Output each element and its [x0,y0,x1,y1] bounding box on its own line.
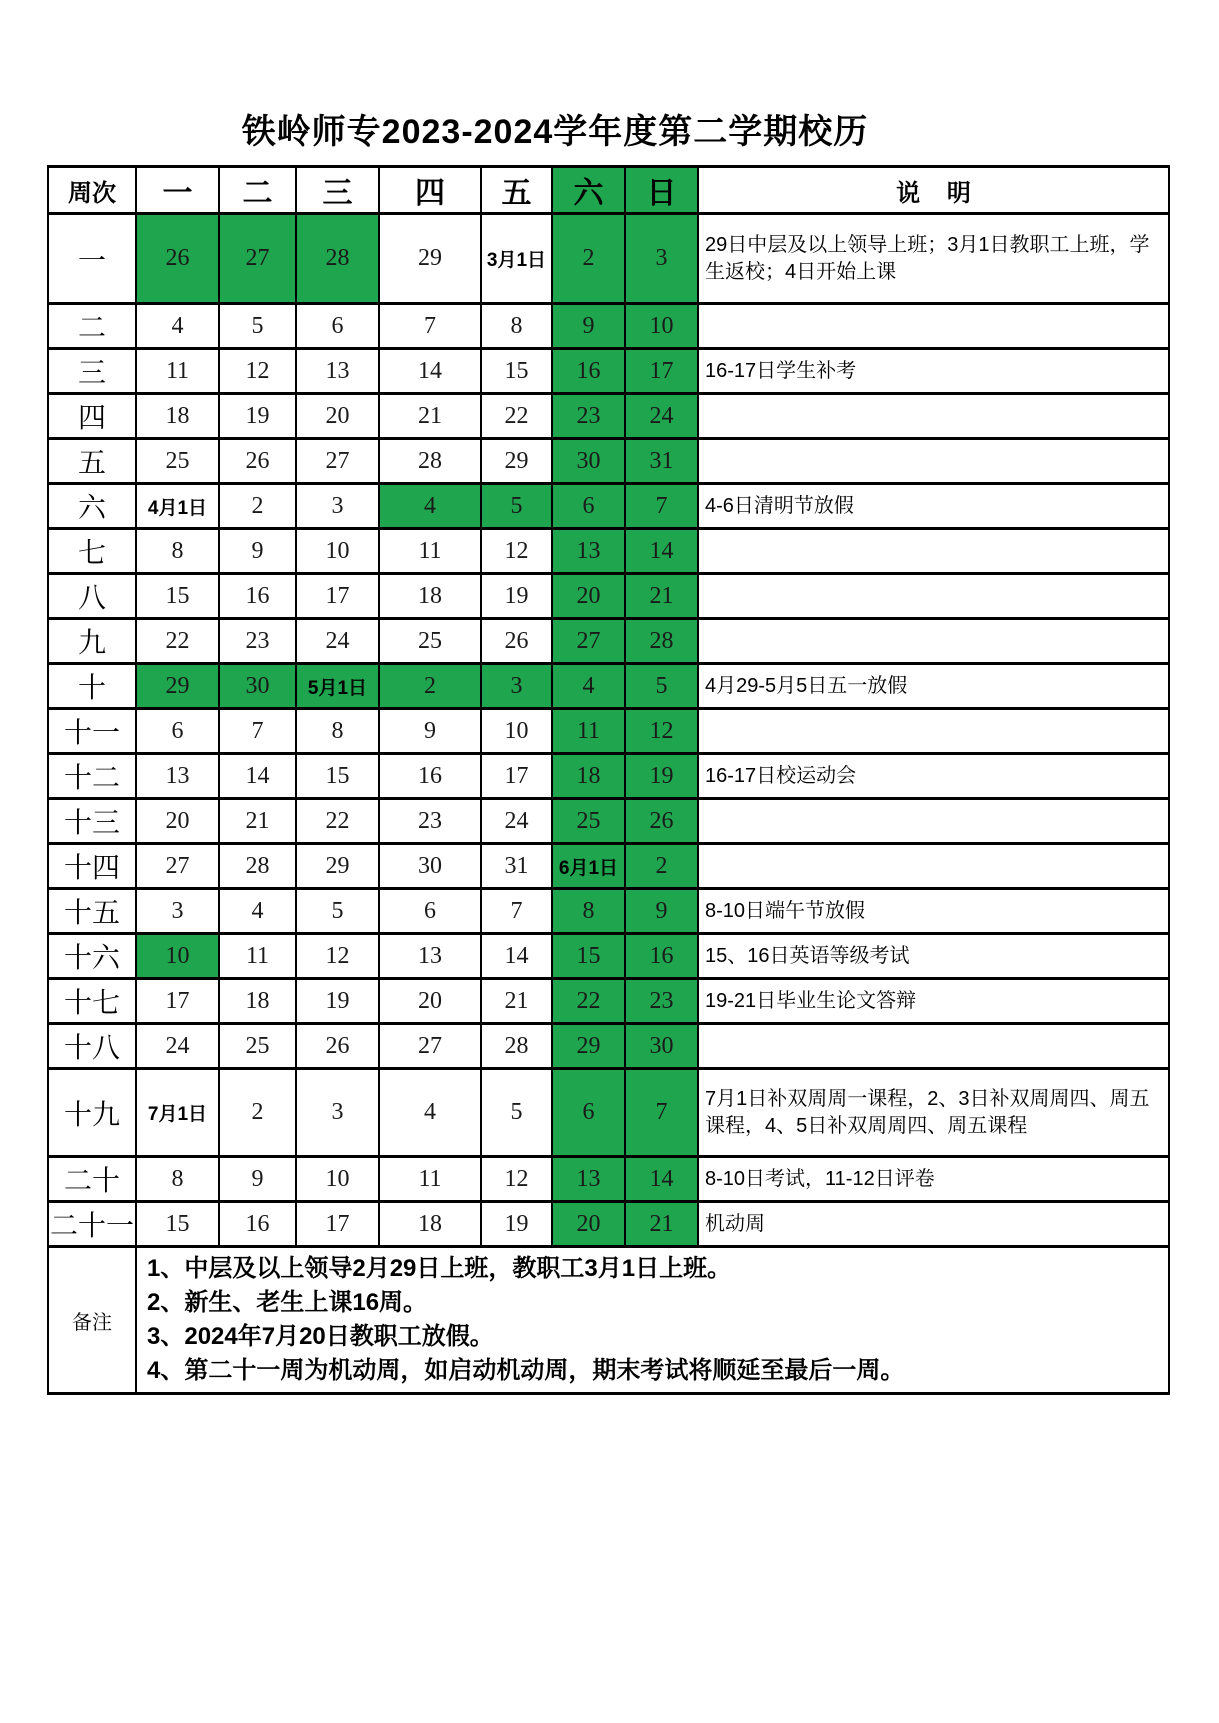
day-cell: 30 [379,844,481,889]
note-cell [698,799,1169,844]
day-cell: 9 [379,709,481,754]
day-cell: 2 [552,214,625,304]
day-cell: 22 [552,979,625,1024]
note-cell: 8-10日端午节放假 [698,889,1169,934]
note-cell: 16-17日学生补考 [698,349,1169,394]
day-cell: 19 [481,574,552,619]
calendar-body [48,214,1169,1247]
day-cell: 15 [481,349,552,394]
day-cell: 15 [136,574,219,619]
day-cell: 17 [296,1202,379,1247]
note-cell [698,709,1169,754]
day-cell: 11 [379,1157,481,1202]
week-row-12 [48,754,1169,799]
week-label: 十 [48,664,136,709]
day-cell: 8 [136,529,219,574]
remark-item-3: 3、2024年7月20日教职工放假。 [147,1323,494,1351]
day-cell: 16 [219,1202,296,1247]
week-label: 十二 [48,754,136,799]
day-cell: 3月1日 [481,214,552,304]
header-friday: 五 [481,167,552,214]
day-cell: 27 [552,619,625,664]
note-cell [698,394,1169,439]
day-cell: 2 [379,664,481,709]
header-thursday: 四 [379,167,481,214]
week-label: 十七 [48,979,136,1024]
remark-section [48,1247,1169,1394]
week-row-2 [48,304,1169,349]
day-cell: 14 [625,1157,698,1202]
day-cell: 2 [625,844,698,889]
week-row-8 [48,574,1169,619]
day-cell: 11 [552,709,625,754]
day-cell: 25 [552,799,625,844]
day-cell: 8 [136,1157,219,1202]
week-label: 八 [48,574,136,619]
day-cell: 4 [379,1069,481,1157]
day-cell: 17 [625,349,698,394]
day-cell: 26 [219,439,296,484]
day-cell: 25 [219,1024,296,1069]
day-cell: 7月1日 [136,1069,219,1157]
day-cell: 19 [625,754,698,799]
note-cell: 16-17日校运动会 [698,754,1169,799]
week-row-10 [48,664,1169,709]
day-cell: 28 [296,214,379,304]
week-row-3 [48,349,1169,394]
header-sunday: 日 [625,167,698,214]
day-cell: 5 [219,304,296,349]
day-cell: 17 [136,979,219,1024]
day-cell: 4月1日 [136,484,219,529]
day-cell: 6 [552,484,625,529]
week-label: 十四 [48,844,136,889]
day-cell: 12 [481,1157,552,1202]
day-cell: 15 [296,754,379,799]
day-cell: 18 [136,394,219,439]
day-cell: 12 [481,529,552,574]
day-cell: 4 [552,664,625,709]
day-cell: 19 [296,979,379,1024]
note-cell [698,844,1169,889]
week-row-7 [48,529,1169,574]
day-cell: 2 [219,1069,296,1157]
week-label: 二十一 [48,1202,136,1247]
week-label: 四 [48,394,136,439]
day-cell: 26 [136,214,219,304]
header-wednesday: 三 [296,167,379,214]
day-cell: 10 [296,1157,379,1202]
day-cell: 7 [219,709,296,754]
day-cell: 5月1日 [296,664,379,709]
week-row-20 [48,1157,1169,1202]
day-cell: 9 [625,889,698,934]
week-row-5 [48,439,1169,484]
day-cell: 16 [379,754,481,799]
day-cell: 20 [136,799,219,844]
week-label: 十八 [48,1024,136,1069]
remark-row [48,1247,1169,1394]
note-cell: 15、16日英语等级考试 [698,934,1169,979]
week-label: 九 [48,619,136,664]
day-cell: 2 [219,484,296,529]
day-cell: 19 [219,394,296,439]
week-row-11 [48,709,1169,754]
day-cell: 27 [136,844,219,889]
day-cell: 27 [296,439,379,484]
remark-label: 备注 [48,1247,136,1394]
day-cell: 10 [296,529,379,574]
day-cell: 26 [625,799,698,844]
day-cell: 11 [379,529,481,574]
week-label: 十六 [48,934,136,979]
day-cell: 31 [481,844,552,889]
remark-item-2: 2、新生、老生上课16周。 [147,1289,428,1317]
day-cell: 5 [481,484,552,529]
day-cell: 20 [552,1202,625,1247]
day-cell: 12 [625,709,698,754]
day-cell: 29 [379,214,481,304]
day-cell: 7 [625,484,698,529]
day-cell: 22 [296,799,379,844]
day-cell: 4 [379,484,481,529]
day-cell: 21 [625,1202,698,1247]
remark-item-4: 4、第二十一周为机动周，如启动机动周，期末考试将顺延至最后一周。 [147,1357,905,1385]
day-cell: 29 [296,844,379,889]
note-cell: 19-21日毕业生论文答辩 [698,979,1169,1024]
header-week-number: 周次 [48,167,136,214]
day-cell: 12 [219,349,296,394]
week-row-21 [48,1202,1169,1247]
day-cell: 23 [219,619,296,664]
day-cell: 19 [481,1202,552,1247]
day-cell: 27 [379,1024,481,1069]
day-cell: 26 [481,619,552,664]
week-row-18 [48,1024,1169,1069]
page-title: 铁岭师专2023-2024学年度第二学期校历 [241,113,869,151]
week-label: 七 [48,529,136,574]
day-cell: 18 [379,574,481,619]
day-cell: 15 [552,934,625,979]
day-cell: 24 [296,619,379,664]
day-cell: 13 [379,934,481,979]
day-cell: 22 [136,619,219,664]
note-cell: 8-10日考试，11-12日评卷 [698,1157,1169,1202]
day-cell: 21 [625,574,698,619]
day-cell: 3 [296,484,379,529]
day-cell: 3 [625,214,698,304]
week-label: 三 [48,349,136,394]
note-cell: 机动周 [698,1202,1169,1247]
day-cell: 14 [481,934,552,979]
day-cell: 8 [552,889,625,934]
day-cell: 13 [136,754,219,799]
day-cell: 21 [481,979,552,1024]
day-cell: 25 [379,619,481,664]
day-cell: 16 [552,349,625,394]
day-cell: 17 [481,754,552,799]
day-cell: 27 [219,214,296,304]
day-cell: 22 [481,394,552,439]
week-label: 一 [48,214,136,304]
week-row-9 [48,619,1169,664]
day-cell: 6 [296,304,379,349]
day-cell: 16 [219,574,296,619]
day-cell: 4 [219,889,296,934]
day-cell: 29 [552,1024,625,1069]
day-cell: 23 [552,394,625,439]
header-tuesday: 二 [219,167,296,214]
day-cell: 20 [379,979,481,1024]
day-cell: 10 [136,934,219,979]
week-label: 十三 [48,799,136,844]
day-cell: 12 [296,934,379,979]
day-cell: 6 [379,889,481,934]
day-cell: 10 [481,709,552,754]
day-cell: 28 [219,844,296,889]
header-notes: 说 明 [698,167,1169,214]
day-cell: 5 [625,664,698,709]
day-cell: 14 [219,754,296,799]
day-cell: 21 [219,799,296,844]
day-cell: 25 [136,439,219,484]
header-saturday: 六 [552,167,625,214]
week-label: 二十 [48,1157,136,1202]
day-cell: 31 [625,439,698,484]
day-cell: 8 [296,709,379,754]
day-cell: 9 [219,529,296,574]
day-cell: 24 [625,394,698,439]
header-monday: 一 [136,167,219,214]
week-row-15 [48,889,1169,934]
day-cell: 8 [481,304,552,349]
note-cell: 7月1日补双周周一课程，2、3日补双周周四、周五课程，4、5日补双周周四、周五课程 [698,1069,1169,1157]
day-cell: 28 [481,1024,552,1069]
day-cell: 3 [136,889,219,934]
day-cell: 5 [481,1069,552,1157]
note-cell: 4-6日清明节放假 [698,484,1169,529]
day-cell: 28 [625,619,698,664]
day-cell: 30 [625,1024,698,1069]
day-cell: 29 [136,664,219,709]
day-cell: 21 [379,394,481,439]
day-cell: 16 [625,934,698,979]
calendar-table [47,165,1170,1395]
day-cell: 6 [136,709,219,754]
day-cell: 13 [296,349,379,394]
day-cell: 6月1日 [552,844,625,889]
note-cell [698,619,1169,664]
day-cell: 7 [481,889,552,934]
note-cell [698,574,1169,619]
week-row-6 [48,484,1169,529]
note-cell: 29日中层及以上领导上班；3月1日教职工上班，学生返校；4日开始上课 [698,214,1169,304]
week-label: 二 [48,304,136,349]
day-cell: 11 [136,349,219,394]
note-cell [698,529,1169,574]
week-row-16 [48,934,1169,979]
day-cell: 14 [625,529,698,574]
day-cell: 20 [296,394,379,439]
day-cell: 30 [552,439,625,484]
day-cell: 17 [296,574,379,619]
week-label: 十九 [48,1069,136,1157]
day-cell: 7 [379,304,481,349]
week-row-13 [48,799,1169,844]
note-cell: 4月29-5月5日五一放假 [698,664,1169,709]
day-cell: 4 [136,304,219,349]
week-row-19 [48,1069,1169,1157]
day-cell: 18 [219,979,296,1024]
week-row-14 [48,844,1169,889]
day-cell: 20 [552,574,625,619]
note-cell [698,304,1169,349]
day-cell: 28 [379,439,481,484]
day-cell: 9 [552,304,625,349]
day-cell: 7 [625,1069,698,1157]
day-cell: 14 [379,349,481,394]
header-row [48,167,1169,214]
week-row-17 [48,979,1169,1024]
day-cell: 23 [379,799,481,844]
day-cell: 24 [481,799,552,844]
day-cell: 3 [481,664,552,709]
day-cell: 24 [136,1024,219,1069]
day-cell: 26 [296,1024,379,1069]
day-cell: 23 [625,979,698,1024]
day-cell: 13 [552,1157,625,1202]
day-cell: 18 [552,754,625,799]
week-label: 六 [48,484,136,529]
day-cell: 5 [296,889,379,934]
day-cell: 3 [296,1069,379,1157]
week-row-1 [48,214,1169,304]
day-cell: 15 [136,1202,219,1247]
day-cell: 9 [219,1157,296,1202]
week-label: 五 [48,439,136,484]
day-cell: 13 [552,529,625,574]
week-label: 十五 [48,889,136,934]
day-cell: 6 [552,1069,625,1157]
day-cell: 18 [379,1202,481,1247]
day-cell: 11 [219,934,296,979]
remark-content [136,1247,1169,1394]
day-cell: 10 [625,304,698,349]
remark-item-1: 1、中层及以上领导2月29日上班，教职工3月1日上班。 [147,1255,732,1282]
note-cell [698,439,1169,484]
week-label: 十一 [48,709,136,754]
note-cell [698,1024,1169,1069]
day-cell: 29 [481,439,552,484]
day-cell: 30 [219,664,296,709]
week-row-4 [48,394,1169,439]
